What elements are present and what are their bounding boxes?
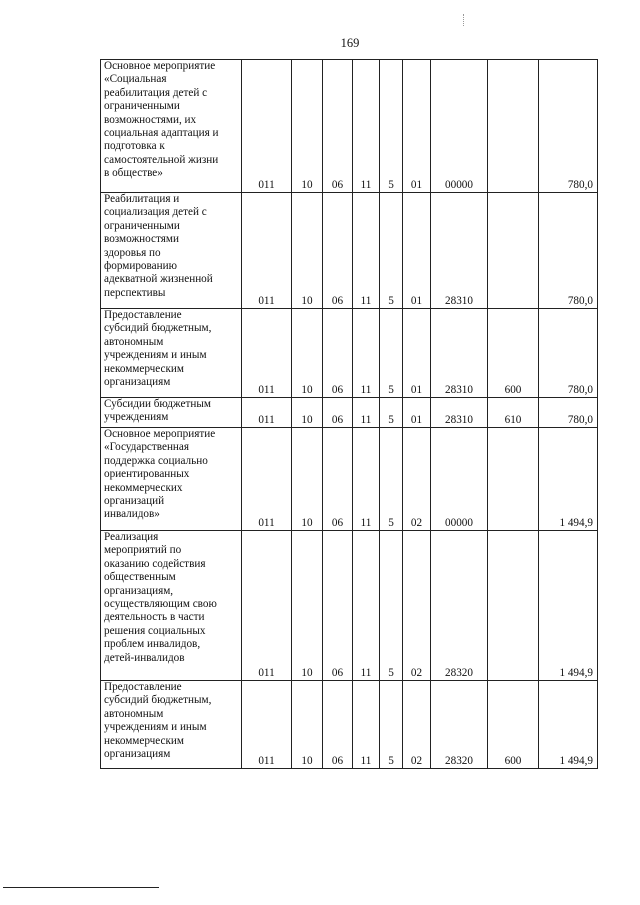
table-row xyxy=(101,428,598,531)
cell-program-code: 11 xyxy=(353,309,380,398)
cell-event-code: 02 xyxy=(403,681,431,769)
cell-ministry-code: 011 xyxy=(242,193,292,309)
budget-table xyxy=(100,59,598,769)
table-body xyxy=(101,60,598,769)
cell-name: Предоставление субсидий бюджетным, автономным учреждениям и иным некоммерческим организациям xyxy=(101,309,242,398)
cell-direction-code: 28310 xyxy=(431,398,488,428)
cell-amount: 780,0 xyxy=(539,60,598,193)
scan-mark xyxy=(463,14,466,26)
cell-program-code: 11 xyxy=(353,681,380,769)
table-row xyxy=(101,309,598,398)
cell-amount: 780,0 xyxy=(539,309,598,398)
cell-event-code: 01 xyxy=(403,60,431,193)
cell-direction-code: 00000 xyxy=(431,428,488,531)
cell-name: Основное мероприятие «Социальная реабилитация детей с ограниченными возможностями, их социальная адаптация и подготовка к самостоятельной жизни в обществе» xyxy=(101,60,242,193)
cell-expense-type xyxy=(488,193,539,309)
cell-section-code: 10 xyxy=(292,309,323,398)
cell-direction-code: 00000 xyxy=(431,60,488,193)
cell-section-code: 10 xyxy=(292,60,323,193)
cell-subprogram-code: 5 xyxy=(380,193,403,309)
cell-name: Субсидии бюджетным учреждениям xyxy=(101,398,242,428)
cell-subsection-code: 06 xyxy=(323,681,353,769)
cell-ministry-code: 011 xyxy=(242,309,292,398)
cell-amount: 1 494,9 xyxy=(539,681,598,769)
cell-section-code: 10 xyxy=(292,193,323,309)
cell-subprogram-code: 5 xyxy=(380,428,403,531)
page-number: 169 xyxy=(340,36,360,50)
cell-subsection-code: 06 xyxy=(323,398,353,428)
cell-program-code: 11 xyxy=(353,531,380,681)
cell-subprogram-code: 5 xyxy=(380,60,403,193)
cell-section-code: 10 xyxy=(292,398,323,428)
cell-program-code: 11 xyxy=(353,60,380,193)
cell-subsection-code: 06 xyxy=(323,193,353,309)
cell-direction-code: 28320 xyxy=(431,681,488,769)
cell-program-code: 11 xyxy=(353,398,380,428)
table-row xyxy=(101,398,598,428)
cell-subprogram-code: 5 xyxy=(380,681,403,769)
cell-amount: 780,0 xyxy=(539,193,598,309)
cell-name: Предоставление субсидий бюджетным, автономным учреждениям и иным некоммерческим организациям xyxy=(101,681,242,769)
cell-subsection-code: 06 xyxy=(323,309,353,398)
cell-name: Реабилитация и социализация детей с ограниченными возможностями здоровья по формированию адекватной жизненной перспективы xyxy=(101,193,242,309)
cell-program-code: 11 xyxy=(353,428,380,531)
cell-event-code: 02 xyxy=(403,531,431,681)
cell-subsection-code: 06 xyxy=(323,60,353,193)
cell-event-code: 02 xyxy=(403,428,431,531)
cell-expense-type: 610 xyxy=(488,398,539,428)
cell-ministry-code: 011 xyxy=(242,531,292,681)
cell-amount: 1 494,9 xyxy=(539,428,598,531)
cell-ministry-code: 011 xyxy=(242,428,292,531)
cell-name: Основное мероприятие «Государственная поддержка социально ориентированных некоммерческих организаций инвалидов» xyxy=(101,428,242,531)
cell-expense-type xyxy=(488,60,539,193)
cell-expense-type: 600 xyxy=(488,309,539,398)
cell-amount: 1 494,9 xyxy=(539,531,598,681)
cell-event-code: 01 xyxy=(403,309,431,398)
cell-ministry-code: 011 xyxy=(242,60,292,193)
cell-direction-code: 28310 xyxy=(431,193,488,309)
cell-section-code: 10 xyxy=(292,681,323,769)
cell-ministry-code: 011 xyxy=(242,398,292,428)
table-row xyxy=(101,193,598,309)
cell-subsection-code: 06 xyxy=(323,531,353,681)
cell-name: Реализация мероприятий по оказанию содействия общественным организациям, осуществляющим свою деятельность в части решения социальных проблем инвалидов, детей-инвалидов xyxy=(101,531,242,681)
table-row xyxy=(101,60,598,193)
footnote-rule xyxy=(3,887,159,888)
cell-expense-type xyxy=(488,531,539,681)
cell-expense-type: 600 xyxy=(488,681,539,769)
table-row xyxy=(101,681,598,769)
cell-section-code: 10 xyxy=(292,531,323,681)
cell-expense-type xyxy=(488,428,539,531)
cell-subprogram-code: 5 xyxy=(380,398,403,428)
cell-amount: 780,0 xyxy=(539,398,598,428)
cell-event-code: 01 xyxy=(403,398,431,428)
cell-direction-code: 28320 xyxy=(431,531,488,681)
table-row xyxy=(101,531,598,681)
cell-program-code: 11 xyxy=(353,193,380,309)
cell-ministry-code: 011 xyxy=(242,681,292,769)
cell-subsection-code: 06 xyxy=(323,428,353,531)
cell-section-code: 10 xyxy=(292,428,323,531)
cell-direction-code: 28310 xyxy=(431,309,488,398)
cell-subprogram-code: 5 xyxy=(380,309,403,398)
cell-event-code: 01 xyxy=(403,193,431,309)
cell-subprogram-code: 5 xyxy=(380,531,403,681)
